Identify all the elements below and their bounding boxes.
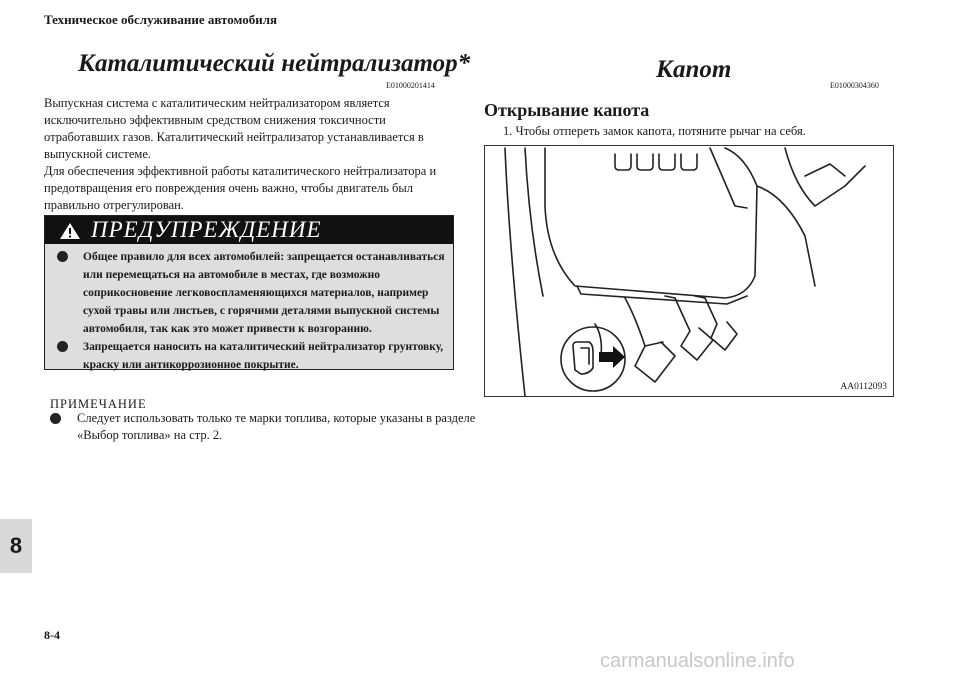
chapter-tab xyxy=(0,519,32,573)
pull-arrow-icon xyxy=(599,346,625,368)
bullet-icon xyxy=(57,251,68,262)
note-item-text: Следует использовать только те марки топлива, которые указаны в разделе «Выбор топлива» на стр. 2. xyxy=(77,411,476,442)
watermark: carmanualsonline.info xyxy=(600,650,795,672)
catalytic-body-text xyxy=(44,95,464,214)
bullet-icon xyxy=(57,341,68,352)
hood-release-illustration xyxy=(484,145,894,397)
subsection-title-hood-opening: Открывание капота xyxy=(484,100,650,120)
chapter-number: 8 xyxy=(9,533,23,558)
warning-item-text: Запрещается наносить на каталитический нейтрализатор грунтовку, краску или антикоррозионное покрытие. xyxy=(83,341,444,371)
bullet-icon xyxy=(50,413,61,424)
figure-code: AA0112093 xyxy=(840,382,887,392)
warning-item xyxy=(55,338,445,374)
paragraph: Для обеспечения эффективной работы каталитического нейтрализатора и предотвращения его повреждения очень важно, чтобы двигатель был правильно отрегулирован. xyxy=(44,164,437,212)
paragraph: Выпускная система с каталитическим нейтрализатором является исключительно эффективным средством снижения токсичности отработавших газов. Каталитический нейтрализатор устанавливается в выпускной системе. xyxy=(44,96,424,161)
warning-list xyxy=(55,248,445,374)
section-code-hood: E01000304360 xyxy=(830,81,879,90)
section-title-catalytic: Каталитический нейтрализатор* xyxy=(78,50,471,77)
section-title-hood: Капот xyxy=(656,56,732,83)
warning-item xyxy=(55,248,445,338)
warning-header xyxy=(45,216,453,244)
section-code-catalytic: E01000201414 xyxy=(386,81,435,90)
warning-title: ПРЕДУПРЕЖДЕНИЕ xyxy=(91,217,322,242)
warning-triangle-icon xyxy=(59,222,81,240)
warning-item-text: Общее правило для всех автомобилей: запрещается останавливаться или перемещаться на автомобиле в местах, где возможно соприкосновение легковоспламеняющихся материалов, например сухой травы или листьев, с горячими деталями выпускной системы автомобиля, так как это может привести к возгоранию. xyxy=(83,251,445,335)
note-item xyxy=(50,410,477,444)
hood-release-drawing xyxy=(485,146,893,396)
warning-box xyxy=(44,215,454,370)
running-header: Техническое обслуживание автомобиля xyxy=(44,12,278,27)
step-item: 1. Чтобы отпереть замок капота, потяните рычаг на себя. xyxy=(503,124,806,138)
page-number: 8-4 xyxy=(44,628,60,642)
note-heading: ПРИМЕЧАНИЕ xyxy=(50,397,147,411)
